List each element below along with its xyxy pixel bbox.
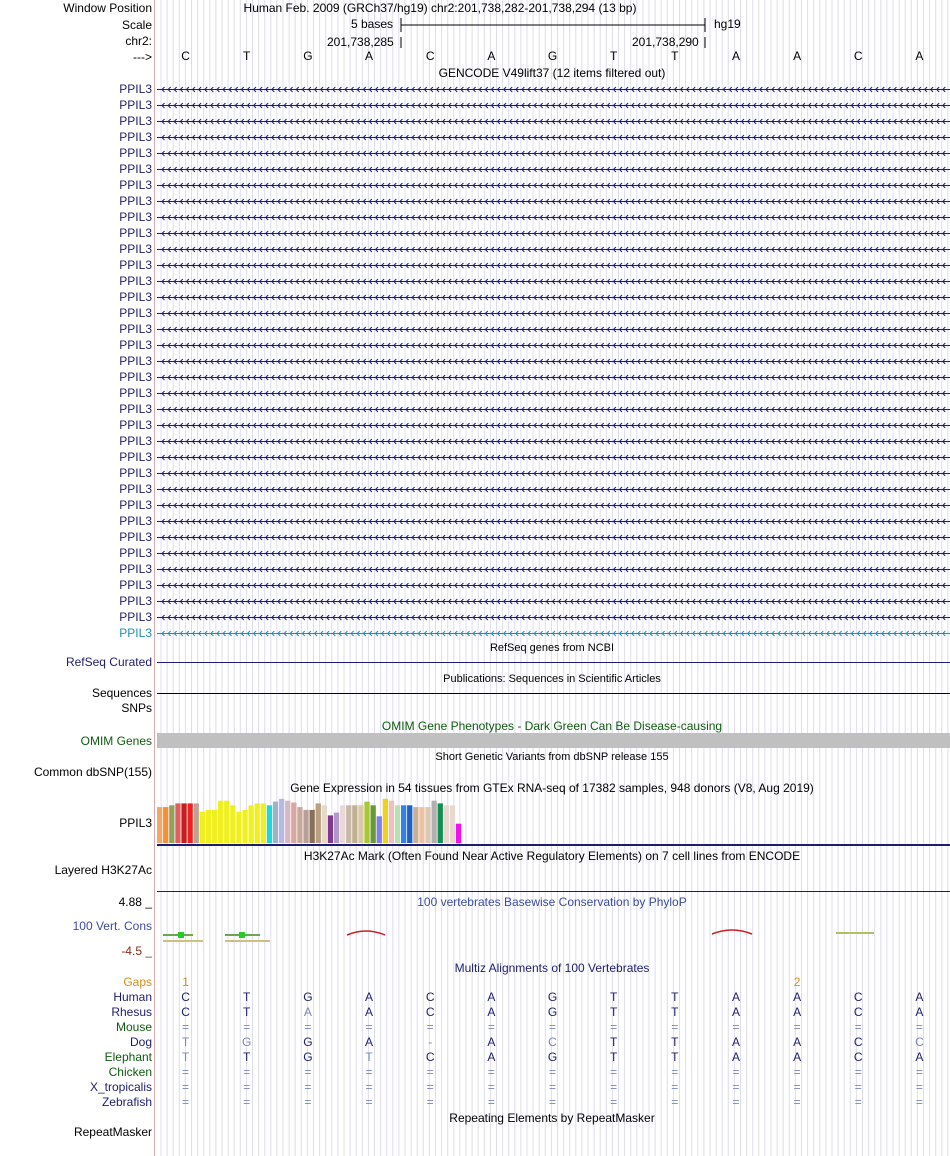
gencode-transcript-label[interactable]: PPIL3 bbox=[119, 290, 152, 304]
gencode-transcript-label[interactable]: PPIL3 bbox=[119, 194, 152, 208]
alignment-base: C bbox=[425, 1050, 435, 1064]
alignment-base: T bbox=[609, 1005, 618, 1019]
alignment-base: = bbox=[854, 1095, 862, 1109]
alignment-base: T bbox=[243, 1050, 251, 1064]
gencode-transcript-label[interactable]: PPIL3 bbox=[119, 434, 152, 448]
refseq-title: RefSeq genes from NCBI bbox=[489, 642, 615, 654]
species-label[interactable]: Mouse bbox=[115, 1020, 152, 1034]
alignment-base: A bbox=[487, 1035, 496, 1049]
dbsnp-title: Short Genetic Variants from dbSNP release 155 bbox=[435, 751, 669, 763]
species-label[interactable]: Dog bbox=[129, 1035, 152, 1049]
alignment-base: = bbox=[793, 1020, 801, 1034]
coord-right: 201,738,290 bbox=[632, 35, 699, 49]
gencode-transcript-label[interactable]: PPIL3 bbox=[119, 338, 152, 352]
alignment-base: = bbox=[793, 1095, 801, 1109]
alignment-base: C bbox=[853, 990, 863, 1004]
gencode-transcript-label[interactable]: PPIL3 bbox=[119, 546, 152, 560]
species-label[interactable]: Rhesus bbox=[111, 1005, 152, 1019]
gencode-transcript-label[interactable]: PPIL3 bbox=[119, 498, 152, 512]
alignment-base: A bbox=[915, 1005, 924, 1019]
gencode-transcript-label[interactable]: PPIL3 bbox=[119, 306, 152, 320]
gencode-transcript-label[interactable]: PPIL3 bbox=[119, 530, 152, 544]
phylop-max: 4.88 _ bbox=[118, 895, 152, 909]
alignment-base: T bbox=[243, 990, 251, 1004]
base-letter: A bbox=[915, 49, 924, 63]
alignment-base: A bbox=[793, 1005, 802, 1019]
alignment-base: T bbox=[671, 1050, 679, 1064]
base-letter: T bbox=[609, 49, 618, 63]
phylop-title: 100 vertebrates Basewise Conservation by PhyloP bbox=[417, 895, 687, 909]
base-letter: C bbox=[853, 49, 863, 63]
alignment-base: T bbox=[181, 1050, 190, 1064]
window-position-value: Human Feb. 2009 (GRCh37/hg19) chr2:201,738,282-201,738,294 (13 bp) bbox=[243, 1, 637, 15]
alignment-base: = bbox=[182, 1020, 190, 1034]
alignment-base: C bbox=[915, 1035, 924, 1049]
alignment-base: = bbox=[915, 1095, 923, 1109]
scale-text: 5 bases bbox=[351, 17, 394, 31]
gencode-transcript-label[interactable]: PPIL3 bbox=[119, 482, 152, 496]
base-letter: A bbox=[793, 49, 802, 63]
alignment-base: = bbox=[610, 1065, 618, 1079]
alignment-base: A bbox=[915, 1050, 924, 1064]
alignment-base: A bbox=[487, 1050, 496, 1064]
alignment-base: = bbox=[548, 1020, 557, 1034]
alignment-base: = bbox=[610, 1020, 618, 1034]
alignment-base: = bbox=[487, 1095, 495, 1109]
alignment-base: T bbox=[671, 1035, 679, 1049]
sequences-label[interactable]: Sequences bbox=[91, 686, 152, 700]
species-label[interactable]: X_tropicalis bbox=[89, 1080, 152, 1094]
alignment-base: T bbox=[671, 990, 679, 1004]
alignment-base: = bbox=[548, 1065, 557, 1079]
strand-label: ---> bbox=[133, 50, 152, 64]
sequences-title: Publications: Sequences in Scientific Articles bbox=[443, 673, 661, 685]
base-letter: A bbox=[487, 49, 496, 63]
base-letter: C bbox=[425, 49, 435, 63]
species-label[interactable]: Chicken bbox=[108, 1065, 152, 1079]
alignment-base: = bbox=[915, 1080, 923, 1094]
gencode-transcript-label[interactable]: PPIL3 bbox=[119, 466, 152, 480]
alignment-base: = bbox=[243, 1095, 251, 1109]
alignment-base: - bbox=[428, 1035, 433, 1049]
snps-label[interactable]: SNPs bbox=[121, 701, 152, 715]
alignment-base: = bbox=[915, 1065, 923, 1079]
window-position-label: Window Position bbox=[63, 1, 152, 15]
alignment-base: = bbox=[304, 1080, 312, 1094]
alignment-base: T bbox=[243, 1005, 251, 1019]
alignment-base: T bbox=[181, 1035, 190, 1049]
alignment-base: = bbox=[487, 1020, 495, 1034]
scale-label: Scale bbox=[121, 18, 152, 32]
repeatmasker-title: Repeating Elements by RepeatMasker bbox=[449, 1111, 655, 1125]
gencode-transcript-label[interactable]: PPIL3 bbox=[119, 114, 152, 128]
alignment-base: = bbox=[426, 1095, 434, 1109]
alignment-base: = bbox=[732, 1065, 740, 1079]
gencode-transcript-label[interactable]: PPIL3 bbox=[119, 578, 152, 592]
gap-count: 1 bbox=[182, 975, 189, 989]
alignment-base: G bbox=[303, 1050, 313, 1064]
alignment-base: C bbox=[425, 1005, 435, 1019]
omim-title: OMIM Gene Phenotypes - Dark Green Can Be Disease-causing bbox=[381, 719, 723, 733]
gencode-transcript-label[interactable]: PPIL3 bbox=[119, 162, 152, 176]
gencode-transcript-label[interactable]: PPIL3 bbox=[119, 450, 152, 464]
alignment-base: = bbox=[854, 1080, 862, 1094]
h3k27ac-label[interactable]: Layered H3K27Ac bbox=[54, 863, 152, 877]
gencode-transcript-label[interactable]: PPIL3 bbox=[119, 354, 152, 368]
base-letter: C bbox=[181, 49, 190, 63]
base-letter: A bbox=[365, 49, 374, 63]
alignment-base: = bbox=[243, 1020, 251, 1034]
gencode-title: GENCODE V49lift37 (12 items filtered out) bbox=[438, 66, 666, 80]
base-letter: T bbox=[243, 49, 251, 63]
scale-assembly: hg19 bbox=[714, 17, 741, 31]
alignment-base: = bbox=[548, 1095, 557, 1109]
alignment-base: = bbox=[732, 1080, 740, 1094]
alignment-base: A bbox=[365, 1005, 374, 1019]
alignment-base: A bbox=[731, 1035, 740, 1049]
alignment-base: = bbox=[487, 1065, 495, 1079]
alignment-base: = bbox=[182, 1080, 190, 1094]
species-label[interactable]: Elephant bbox=[104, 1050, 152, 1064]
base-letter: A bbox=[731, 49, 740, 63]
alignment-base: T bbox=[609, 990, 618, 1004]
gencode-transcript-label[interactable]: PPIL3 bbox=[119, 82, 152, 96]
alignment-base: G bbox=[242, 1035, 252, 1049]
alignment-base: = bbox=[671, 1080, 679, 1094]
repeatmasker-label[interactable]: RepeatMasker bbox=[73, 1125, 152, 1139]
alignment-base: G bbox=[547, 1005, 558, 1019]
gencode-transcript-label[interactable]: PPIL3 bbox=[119, 210, 152, 224]
phylop-label[interactable]: 100 Vert. Cons bbox=[72, 919, 152, 933]
gencode-transcript-label[interactable]: PPIL3 bbox=[119, 242, 152, 256]
alignment-base: G bbox=[547, 990, 558, 1004]
alignment-base: C bbox=[548, 1035, 557, 1049]
dbsnp-label[interactable]: Common dbSNP(155) bbox=[33, 765, 152, 779]
refseq-label[interactable]: RefSeq Curated bbox=[65, 655, 152, 669]
alignment-base: = bbox=[671, 1065, 679, 1079]
gap-count: 2 bbox=[793, 975, 801, 989]
alignment-base: = bbox=[426, 1080, 434, 1094]
gencode-transcript-label[interactable]: PPIL3 bbox=[119, 130, 152, 144]
alignment-base: A bbox=[487, 1005, 496, 1019]
gencode-transcript-label[interactable]: PPIL3 bbox=[119, 562, 152, 576]
alignment-base: = bbox=[365, 1065, 373, 1079]
alignment-base: G bbox=[547, 1050, 558, 1064]
alignment-base: = bbox=[304, 1020, 312, 1034]
alignment-base: = bbox=[182, 1095, 190, 1109]
gencode-transcript-label[interactable]: PPIL3 bbox=[119, 274, 152, 288]
alignment-base: C bbox=[181, 1005, 190, 1019]
base-letter: G bbox=[547, 49, 558, 63]
alignment-base: = bbox=[304, 1095, 312, 1109]
alignment-base: = bbox=[610, 1095, 618, 1109]
gencode-transcript-label[interactable]: PPIL3 bbox=[119, 626, 152, 640]
gaps-label: Gaps bbox=[123, 975, 152, 989]
alignment-base: = bbox=[243, 1065, 251, 1079]
alignment-base: = bbox=[426, 1020, 434, 1034]
species-label[interactable]: Human bbox=[113, 990, 152, 1004]
alignment-base: = bbox=[487, 1080, 495, 1094]
gencode-transcript-label[interactable]: PPIL3 bbox=[119, 610, 152, 624]
alignment-base: = bbox=[732, 1020, 740, 1034]
gencode-transcript-label[interactable]: PPIL3 bbox=[119, 322, 152, 336]
gencode-transcript-label[interactable]: PPIL3 bbox=[119, 594, 152, 608]
species-label[interactable]: Zebrafish bbox=[101, 1095, 152, 1109]
alignment-base: A bbox=[793, 990, 802, 1004]
alignment-base: C bbox=[853, 1050, 863, 1064]
alignment-base: A bbox=[487, 990, 496, 1004]
alignment-base: = bbox=[243, 1080, 251, 1094]
alignment-base: = bbox=[732, 1095, 740, 1109]
alignment-base: A bbox=[915, 990, 924, 1004]
alignment-base: T bbox=[609, 1050, 618, 1064]
alignment-base: G bbox=[303, 990, 313, 1004]
gencode-transcript-label[interactable]: PPIL3 bbox=[119, 370, 152, 384]
alignment-base: = bbox=[793, 1065, 801, 1079]
alignment-base: = bbox=[548, 1080, 557, 1094]
alignment-base: G bbox=[303, 1035, 313, 1049]
gencode-transcript-label[interactable]: PPIL3 bbox=[119, 402, 152, 416]
alignment-base: C bbox=[853, 1035, 863, 1049]
alignment-base: T bbox=[671, 1005, 679, 1019]
gencode-transcript-label[interactable]: PPIL3 bbox=[119, 226, 152, 240]
chrom-label: chr2: bbox=[125, 34, 152, 48]
alignment-base: A bbox=[365, 1035, 374, 1049]
gtex-label[interactable]: PPIL3 bbox=[119, 816, 152, 830]
base-letter: G bbox=[303, 49, 313, 63]
phylop-min: -4.5 _ bbox=[121, 944, 152, 958]
alignment-base: = bbox=[671, 1020, 679, 1034]
alignment-base: A bbox=[731, 1050, 740, 1064]
gencode-transcript-label[interactable]: PPIL3 bbox=[119, 386, 152, 400]
alignment-base: A bbox=[303, 1005, 312, 1019]
gencode-transcript-label[interactable]: PPIL3 bbox=[119, 418, 152, 432]
alignment-base: = bbox=[671, 1095, 679, 1109]
alignment-base: A bbox=[793, 1035, 802, 1049]
alignment-base: = bbox=[304, 1065, 312, 1079]
alignment-base: A bbox=[793, 1050, 802, 1064]
alignment-base: A bbox=[731, 1005, 740, 1019]
alignment-base: C bbox=[181, 990, 190, 1004]
gencode-transcript-label[interactable]: PPIL3 bbox=[119, 258, 152, 272]
alignment-base: = bbox=[426, 1065, 434, 1079]
alignment-base: = bbox=[365, 1020, 373, 1034]
alignment-base: = bbox=[365, 1095, 373, 1109]
gencode-transcript-label[interactable]: PPIL3 bbox=[119, 514, 152, 528]
alignment-base: = bbox=[182, 1065, 190, 1079]
multiz-title: Multiz Alignments of 100 Vertebrates bbox=[454, 961, 650, 975]
alignment-base: A bbox=[365, 990, 374, 1004]
alignment-base: T bbox=[365, 1050, 373, 1064]
alignment-base: = bbox=[793, 1080, 801, 1094]
alignment-base: T bbox=[609, 1035, 618, 1049]
alignment-base: = bbox=[915, 1020, 923, 1034]
alignment-base: = bbox=[365, 1080, 373, 1094]
gencode-transcript-label[interactable]: PPIL3 bbox=[119, 98, 152, 112]
gtex-title: Gene Expression in 54 tissues from GTEx RNA-seq of 17382 samples, 948 donors (V8, Aug 2019) bbox=[290, 781, 814, 795]
alignment-base: C bbox=[853, 1005, 863, 1019]
base-letter: T bbox=[671, 49, 679, 63]
gencode-transcript-label[interactable]: PPIL3 bbox=[119, 178, 152, 192]
alignment-base: = bbox=[610, 1080, 618, 1094]
omim-label[interactable]: OMIM Genes bbox=[80, 734, 152, 748]
coord-left: 201,738,285 bbox=[327, 35, 394, 49]
alignment-base: = bbox=[854, 1020, 862, 1034]
alignment-base: = bbox=[854, 1065, 862, 1079]
alignment-base: A bbox=[731, 990, 740, 1004]
h3k27ac-title: H3K27Ac Mark (Often Found Near Active Regulatory Elements) on 7 cell lines from ENCODE bbox=[303, 849, 801, 863]
gencode-transcript-label[interactable]: PPIL3 bbox=[119, 146, 152, 160]
alignment-base: C bbox=[425, 990, 435, 1004]
